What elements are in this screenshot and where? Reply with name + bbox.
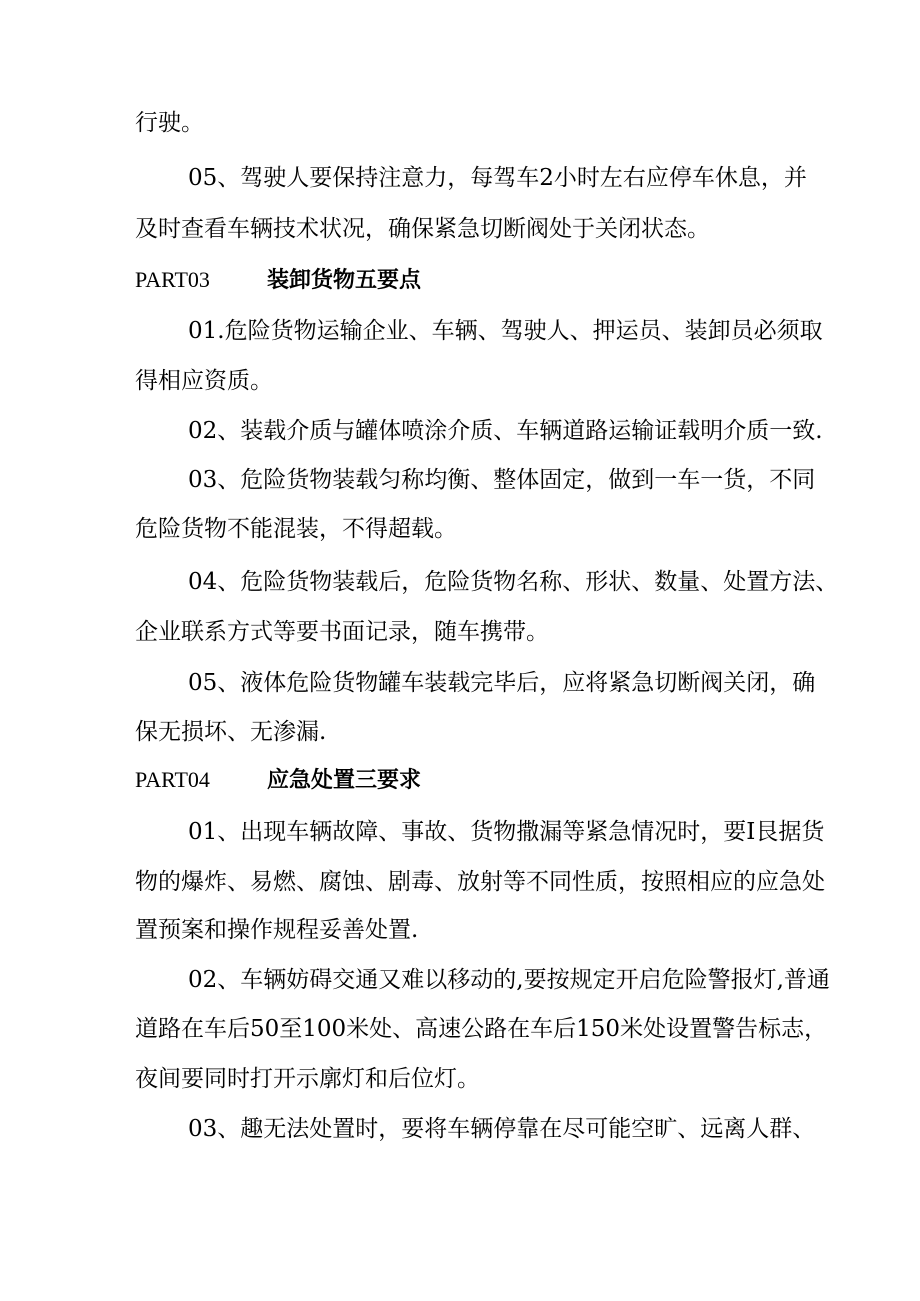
paragraph-line: 夜间要同时打开示廓灯和后位灯。 — [135, 1066, 480, 1092]
paragraph-line: 物的爆炸、易燃、腐蚀、剧毒、放射等不同性质，按照相应的应急处 — [135, 869, 825, 895]
paragraph-line: 03、趣无法处置时，要将车辆停靠在尽可能空旷、远离人群、 — [188, 1116, 816, 1142]
paragraph-line: 03、危险货物装载匀称均衡、整体固定，做到一车一货，不同 — [188, 467, 816, 493]
paragraph-line: 危险货物不能混装，不得超载。 — [135, 516, 457, 542]
paragraph-line: 02、车辆妨碍交通又难以移动的,要按规定开启危险警报灯,普通 — [188, 967, 830, 993]
section-heading-part04 — [135, 765, 421, 796]
paragraph-line: 05、驾驶人要保持注意力，每驾车2小时左右应停车休息，并 — [188, 165, 807, 191]
section-number: PART03 — [135, 267, 210, 292]
section-heading-part03 — [135, 265, 421, 296]
section-title: 装卸货物五要点 — [267, 268, 422, 293]
paragraph-line: 道路在车后50至100米处、高速公路在车后150米处设置警告标志， — [135, 1016, 828, 1042]
paragraph-line: 01.危险货物运输企业、车辆、驾驶人、押运员、装卸员必须取 — [188, 318, 823, 344]
paragraph-line: 02、装载介质与罐体喷涂介质、车辆道路运输证载明介质一致. — [188, 418, 823, 444]
paragraph-line: 04、危险货物装载后，危险货物名称、形状、数量、处置方法、 — [188, 569, 839, 595]
paragraph-line: 01、出现车辆故障、事故、货物撒漏等紧急情况时，要I艮据货 — [188, 819, 825, 845]
paragraph-line: 置预案和操作规程妥善处置. — [135, 917, 419, 943]
paragraph-line: 企业联系方式等要书面记录，随车携带。 — [135, 619, 549, 645]
paragraph-line: 行驶。 — [135, 110, 204, 136]
section-title: 应急处置三要求 — [267, 768, 422, 793]
paragraph-line: 05、液体危险货物罐车装载完毕后，应将紧急切断阀关闭，确 — [188, 670, 816, 696]
section-number: PART04 — [135, 767, 210, 792]
paragraph-line: 保无损坏、无渗漏. — [135, 719, 327, 745]
paragraph-line: 得相应资质。 — [135, 368, 273, 394]
paragraph-line: 及时查看车辆技术状况，确保紧急切断阀处于关闭状态。 — [135, 216, 710, 242]
